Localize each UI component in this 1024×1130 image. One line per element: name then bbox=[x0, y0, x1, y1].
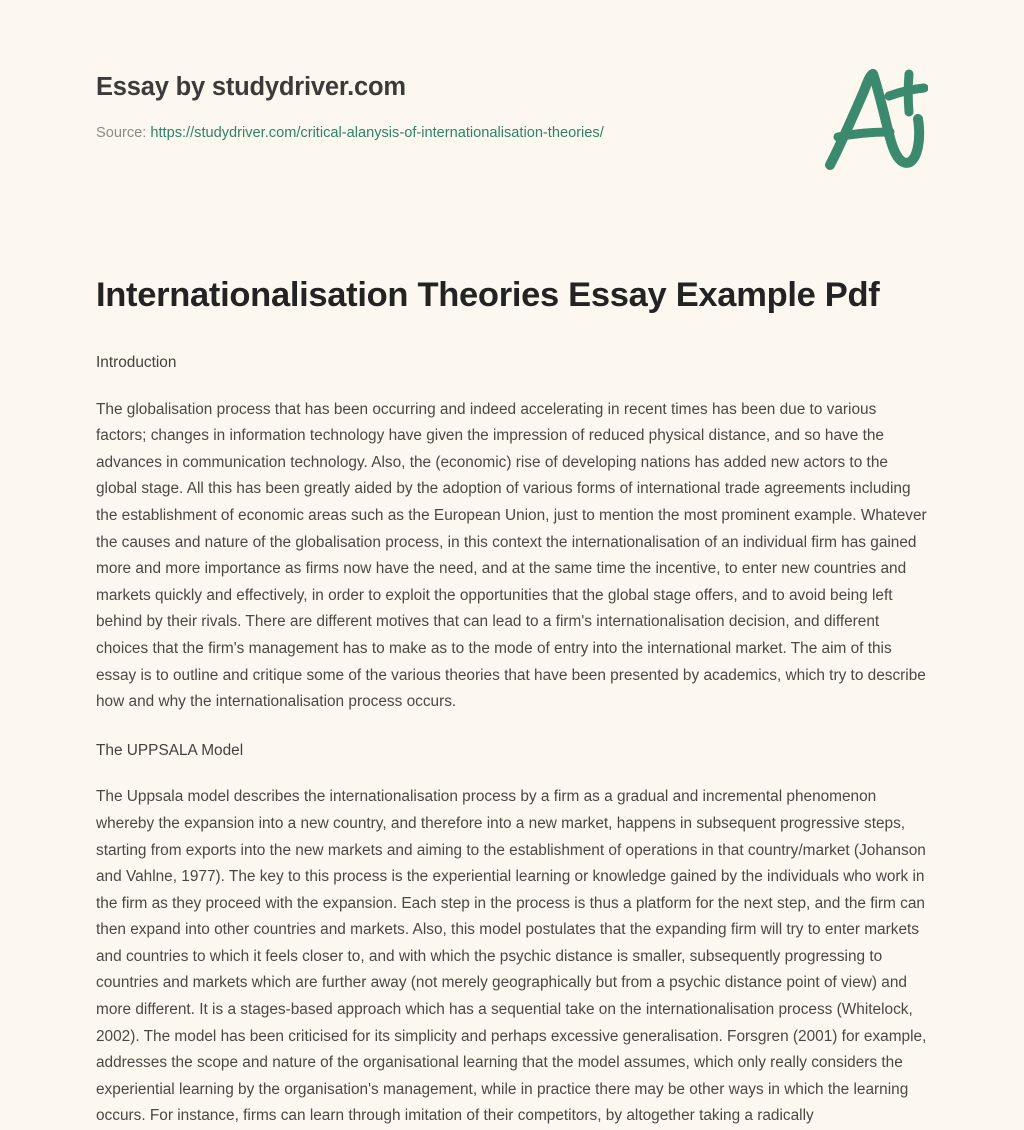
essay-body bbox=[96, 350, 928, 1130]
brand-title: Essay by studydriver.com bbox=[96, 73, 406, 101]
source-line bbox=[96, 122, 604, 144]
section-heading-introduction: Introduction bbox=[96, 354, 177, 371]
paragraph-uppsala-model: The Uppsala model describes the internationalisation process by a firm as a gradual and incremental phenomenon whereby the expansion into a new country, and therefore into a new market, happens in subsequent progressive steps, starting from exports into the new markets and aiming to the establishment of operations in that country/market (Johanson and Vahlne, 1977). The key to this process is the experiential learning or knowledge gained by the individuals who work in the firm as they proceed with the expansion. Each step in the process is thus a platform for the next step, and the firm can then expand into other countries and markets. Also, this model postulates that the expanding firm will try to enter markets and countries to which it feels closer to, and with which the psychic distance is smaller, subsequently progressing to countries and markets which are further away (not merely geographically but from a psychic distance point of view) and more different. It is a stages-based approach which has a sequential take on the internationalisation process (Whitelock, 2002). The model has been criticised for its simplicity and perhaps excessive generalisation. Forsgren (2001) for example, addresses the scope and nature of the organisational learning that the model assumes, which only really considers the experiential learning by the organisation's management, while in practice there may be other ways in which the learning occurs. For instance, firms can learn through imitation of their competitors, by altogether taking a radically bbox=[96, 788, 927, 1125]
section-heading-uppsala-model: The UPPSALA Model bbox=[96, 741, 244, 759]
page-header bbox=[0, 0, 1024, 200]
a-plus-logo-svg bbox=[818, 66, 928, 174]
paragraph-introduction: The globalisation process that has been occurring and indeed accelerating in recent times has been due to various factors; changes in information technology have given the impression of reduced physical distance, and so have the advances in communication technology. Also, the (economic) rise of developing nations has added new actors to the global stage. All this has been greatly aided by the adoption of various forms of international trade agreements including the establishment of economic areas such as the European Union, just to mention the most prominent example. Whatever the causes and nature of the globalisation process, in this context the internationalisation of an individual firm has gained more and more importance as firms now have the need, and at the same time the incentive, to enter new countries and markets quickly and effectively, in order to exploit the opportunities that the global stage offers, and to avoid being left behind by their rivals. There are different motives that can lead to a firm's internationalisation decision, and different choices that the firm's management has to make as to the mode of entry into the international market. The aim of this essay is to outline and critique some of the various theories that have been presented by academics, which try to describe how and why the internationalisation process occurs. bbox=[96, 400, 927, 711]
page-title: Internationalisation Theories Essay Example Pdf bbox=[96, 276, 880, 315]
source-url-link[interactable]: https://studydriver.com/critical-alanysis-of-internationalisation-theories/ bbox=[150, 125, 604, 141]
source-label: Source: bbox=[96, 125, 147, 141]
a-plus-logo-icon bbox=[818, 66, 928, 174]
